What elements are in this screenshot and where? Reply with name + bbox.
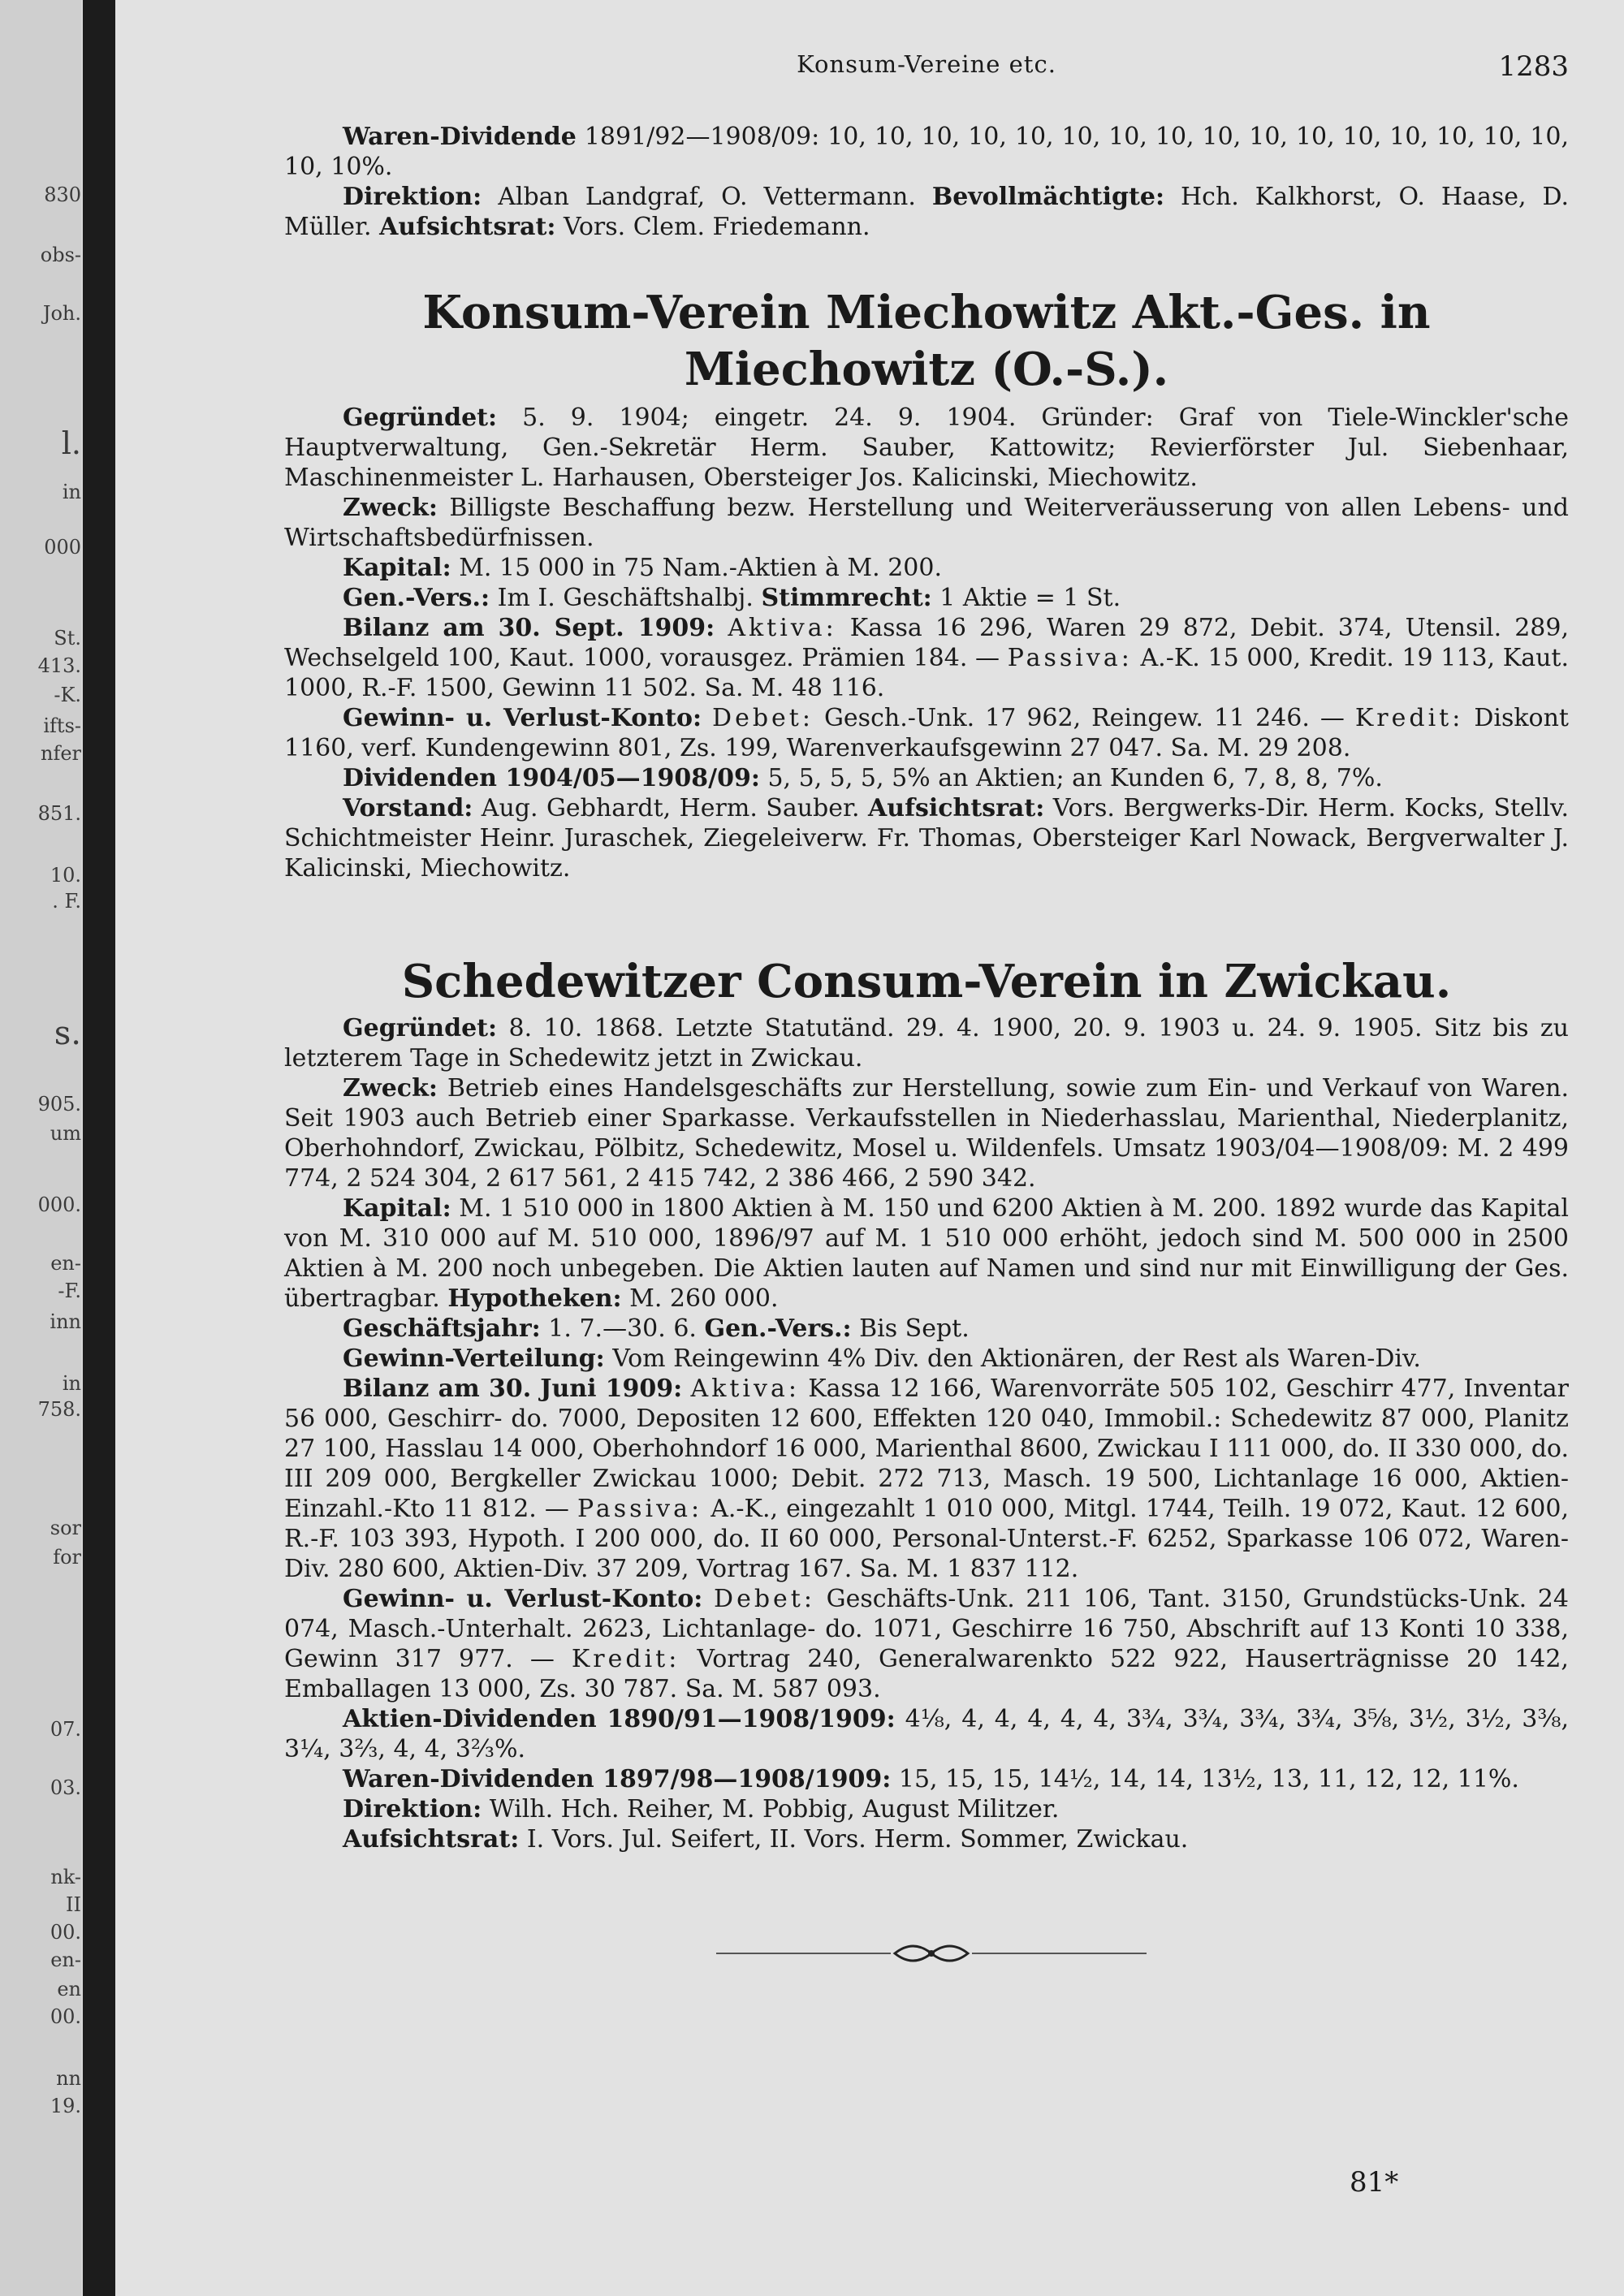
- label: Gewinn-Verteilung:: [343, 1344, 605, 1373]
- text: Kassa 12 166, Warenvorräte 505 102, Geschirr 477, Inventar 56 000, Geschirr- do. 7000, Depositen 12 600, Effekten 120 040, Immobil.: Schedewitz 87 000, Planitz 27 100, Hasslau 14 000, Oberhohndorf 16 000, Marienthal 8600, Zwickau I 111 000, do. II 330 000, do. III 209 000, Bergkeller Zwickau 1000; Debit. 272 713, Masch. 19 500, Lichtanlage 16 000, Aktien-Einzahl.-Kto 11 812. —: [284, 1375, 1569, 1523]
- label: Gen.-Vers.:: [704, 1314, 852, 1343]
- margin-fragment: en-: [50, 1252, 81, 1275]
- text: Gesch.-Unk. 17 962, Reingew. 11 246. —: [813, 704, 1345, 732]
- label: Aufsichtsrat:: [868, 794, 1045, 822]
- margin-fragment: 000: [44, 536, 81, 559]
- label: Dividenden 1904/05—1908/09:: [343, 764, 760, 792]
- label: Kredit:: [571, 1645, 680, 1673]
- geschaeftsjahr-paragraph: [284, 1314, 1569, 1344]
- margin-fragment: 830: [44, 183, 81, 206]
- margin-fragment: 03.: [50, 1776, 81, 1799]
- kapital-paragraph: [284, 553, 1569, 583]
- label: Bilanz am 30. Juni 1909:: [343, 1375, 683, 1403]
- kapital-paragraph: [284, 1193, 1569, 1314]
- text: M. 260 000.: [621, 1284, 779, 1313]
- label: Vorstand:: [343, 794, 473, 822]
- text: Billigste Beschaffung bezw. Herstellung und Weiterveräusserung von allen Lebens- und Wirtschaftsbedürfnissen.: [284, 494, 1569, 552]
- text: 15, 15, 15, 14½, 14, 14, 13½, 13, 11, 12, 12, 11%.: [891, 1765, 1519, 1793]
- vorstand-paragraph: [284, 793, 1569, 883]
- page-content: [284, 122, 1569, 1854]
- signature-mark: 81*: [1350, 2166, 1399, 2199]
- text: Kassa 16 296, Waren 29 872, Debit. 374, Utensil. 289, Wechselgeld 100, Kaut. 1000, vorausgez. Prämien 184. —: [284, 614, 1570, 672]
- label: Aufsichtsrat:: [379, 213, 556, 241]
- label: Passiva:: [1007, 644, 1133, 672]
- book-spine: [83, 0, 115, 2296]
- margin-fragment: s.: [54, 1015, 81, 1052]
- label: Debet:: [714, 1585, 815, 1613]
- text: Alban Landgraf, O. Vettermann.: [482, 183, 916, 211]
- margin-fragment: nfer: [40, 742, 81, 765]
- text: Vors. Bergwerks-Dir. Herm. Kocks, Stellv. Schichtmeister Heinr. Juraschek, Ziegeleiverw. Fr. Thomas, Obersteiger Karl Nowack, Bergverwalter J. Kalicinski, Miechowitz.: [284, 794, 1569, 883]
- label: Bevollmächtigte:: [931, 183, 1165, 211]
- label: Passiva:: [577, 1495, 703, 1523]
- bilanz-paragraph: [284, 613, 1569, 703]
- text: Wilh. Hch. Reiher, M. Pobbig, August Militzer.: [482, 1795, 1060, 1823]
- zweck-paragraph: [284, 493, 1569, 553]
- text: Vortrag 240, Generalwarenkto 522 922, Hauserträgnisse 20 142, Emballagen 13 000, Zs. 30 787. Sa. M. 587 093.: [284, 1645, 1569, 1703]
- margin-fragment: inn: [50, 1310, 81, 1333]
- margin-fragment: 000.: [37, 1193, 81, 1216]
- margin-fragment: um: [50, 1122, 81, 1145]
- text: Aug. Gebhardt, Herm. Sauber.: [473, 794, 860, 822]
- text: Hch. Kalkhorst, O. Haase, D. Müller.: [284, 183, 1569, 241]
- text: A.-K. 15 000, Kredit. 19 113, Kaut. 1000, R.-F. 1500, Gewinn 11 502. Sa. M. 48 116.: [284, 644, 1569, 702]
- text: M. 1 510 000 in 1800 Aktien à M. 150 und 6200 Aktien à M. 200. 1892 wurde das Kapital von M. 310 000 auf M. 510 000, 1896/97 auf M. 1 510 000 erhöht, jedoch sind M. 500 000 in 2500 Aktien à M. 200 noch unbegeben. Die Aktien lauten auf Namen und sind nur mit Einwilligung der Ges. übertragbar.: [284, 1194, 1569, 1313]
- dividenden-paragraph: [284, 763, 1569, 793]
- text: Im I. Geschäftshalbj.: [490, 584, 754, 612]
- margin-fragment: 758.: [37, 1398, 81, 1421]
- text: A.-K., eingezahlt 1 010 000, Mitgl. 1744, Teilh. 19 072, Kaut. 12 600, R.-F. 103 393, Hypoth. I 200 000, do. II 60 000, Personal-Unterst.-F. 6252, Sparkasse 106 072, Waren-Div. 280 600, Aktien-Div. 37 209, Vortrag 167. Sa. M. 1 837 112.: [284, 1495, 1569, 1583]
- margin-fragment: II: [66, 1893, 81, 1916]
- entry-heading-miechowitz: Konsum-Verein Miechowitz Akt.-Ges. in Miechowitz (O.-S.).: [422, 286, 1431, 396]
- margin-fragment: l.: [61, 425, 81, 461]
- entry-heading-schedewitz: Schedewitzer Consum-Verein in Zwickau.: [401, 955, 1452, 1008]
- label: Kapital:: [343, 554, 451, 582]
- margin-fragment: St.: [54, 627, 81, 650]
- label: Gewinn- u. Verlust-Konto:: [343, 1585, 703, 1613]
- waren-dividende-paragraph: [284, 122, 1569, 182]
- text: 5. 9. 1904; eingetr. 24. 9. 1904. Gründer: Graf von Tiele-Winckler'sche Hauptverwaltung, Gen.-Sekretär Herm. Sauber, Kattowitz; Revierförster Jul. Siebenhaar, Maschinenmeister L. Harhausen, Obersteiger Jos. Kalicinski, Miechowitz.: [284, 404, 1569, 492]
- margin-fragment: nn: [56, 2067, 81, 2090]
- label: Waren-Dividende: [343, 123, 577, 151]
- label: Aktiva:: [690, 1375, 800, 1403]
- text: Vom Reingewinn 4% Div. den Aktionären, der Rest als Waren-Div.: [604, 1344, 1421, 1373]
- margin-fragment: 905.: [37, 1093, 81, 1116]
- label: Hypotheken:: [447, 1284, 622, 1313]
- genvers-paragraph: [284, 583, 1569, 613]
- text: 1 Aktie = 1 St.: [931, 584, 1121, 612]
- margin-fragment: 19.: [50, 2095, 81, 2117]
- margin-fragment: -F.: [58, 1280, 81, 1302]
- text: 1. 7.—30. 6.: [540, 1314, 697, 1343]
- section-end-ornament: [716, 1937, 1147, 1970]
- text: Vors. Clem. Friedemann.: [555, 213, 870, 241]
- text: Betrieb eines Handelsgeschäfts zur Herstellung, sowie zum Ein- und Verkauf von Waren. Seit 1903 auch Betrieb einer Sparkasse. Verkaufsstellen in Niederhasslau, Marienthal, Niederplanitz, Oberhohndorf, Zwickau, Pölbitz, Schedewitz, Mosel u. Wildenfels. Umsatz 1903/04—1908/09: M. 2 499 774, 2 524 304, 2 617 561, 2 415 742, 2 386 466, 2 590 342.: [284, 1074, 1569, 1193]
- gegruendet-paragraph: [284, 1013, 1569, 1073]
- label: Direktion:: [343, 183, 482, 211]
- margin-fragment: 00.: [50, 2005, 81, 2028]
- label: Zweck:: [343, 494, 438, 522]
- label: Gegründet:: [343, 1014, 498, 1042]
- margin-fragment: 00.: [50, 1921, 81, 1944]
- ornament-center-dot: [928, 1950, 935, 1957]
- aktien-dividenden-paragraph: [284, 1704, 1569, 1764]
- left-page-margin-strip: [0, 0, 81, 2296]
- label: Zweck:: [343, 1074, 438, 1103]
- margin-fragment: 07.: [50, 1718, 81, 1741]
- text: M. 15 000 in 75 Nam.-Aktien à M. 200.: [451, 554, 943, 582]
- label: Bilanz am 30. Sept. 1909:: [343, 614, 715, 642]
- margin-fragment: in: [62, 1372, 81, 1395]
- running-head-title: Konsum-Vereine etc.: [797, 50, 1056, 78]
- margin-fragment: ifts-: [43, 714, 81, 737]
- gewinn-verlust-paragraph: [284, 703, 1569, 763]
- margin-fragment: obs-: [40, 244, 81, 266]
- label: Stimmrecht:: [761, 584, 932, 612]
- margin-fragment: Joh.: [42, 302, 81, 325]
- gewinn-verlust-paragraph: [284, 1584, 1569, 1704]
- label: Aufsichtsrat:: [343, 1825, 520, 1854]
- label: Waren-Dividenden 1897/98—1908/1909:: [343, 1765, 892, 1793]
- margin-fragment: 413.: [37, 654, 81, 677]
- label: Kredit:: [1354, 704, 1464, 732]
- margin-fragment: en: [57, 1978, 81, 2000]
- waren-dividenden-paragraph: [284, 1764, 1569, 1794]
- text: 8. 10. 1868. Letzte Statutänd. 29. 4. 1900, 20. 9. 1903 u. 24. 9. 1905. Sitz bis zu letzterem Tage in Schedewitz jetzt in Zwickau.: [284, 1014, 1569, 1072]
- text: I. Vors. Jul. Seifert, II. Vors. Herm. Sommer, Zwickau.: [519, 1825, 1189, 1854]
- direktion-paragraph: [284, 1794, 1569, 1824]
- text: 5, 5, 5, 5, 5% an Aktien; an Kunden 6, 7, 8, 8, 7%.: [759, 764, 1383, 792]
- margin-fragment: en-: [50, 1949, 81, 1971]
- margin-fragment: for: [53, 1546, 81, 1569]
- direktion-paragraph: [284, 182, 1569, 242]
- gegruendet-paragraph: [284, 403, 1569, 493]
- gewinn-verteilung-paragraph: [284, 1344, 1569, 1374]
- margin-fragment: . F.: [52, 890, 81, 913]
- running-head: [284, 50, 1569, 83]
- label: Gegründet:: [343, 404, 498, 432]
- text: 1891/92—1908/09: 10, 10, 10, 10, 10, 10, 10, 10, 10, 10, 10, 10, 10, 10, 10, 10, 10, 10%.: [284, 123, 1569, 181]
- aufsichtsrat-paragraph: [284, 1824, 1569, 1854]
- margin-fragment: -K.: [54, 684, 81, 706]
- label: Direktion:: [343, 1795, 482, 1823]
- margin-fragment: 851.: [37, 802, 81, 825]
- text: Diskont 1160, verf. Kundengewinn 801, Zs. 199, Warenverkaufsgewinn 27 047. Sa. M. 29 208.: [284, 704, 1569, 762]
- margin-fragment: sor: [50, 1517, 81, 1539]
- margin-fragment: 10.: [50, 864, 81, 887]
- page: [115, 0, 1624, 2296]
- zweck-paragraph: [284, 1073, 1569, 1193]
- text: Bis Sept.: [851, 1314, 970, 1343]
- label: Aktien-Dividenden 1890/91—1908/1909:: [343, 1705, 896, 1733]
- label: Geschäftsjahr:: [343, 1314, 541, 1343]
- label: Debet:: [712, 704, 814, 732]
- page-number: 1283: [1498, 50, 1569, 83]
- text: 4⅛, 4, 4, 4, 4, 4, 3¾, 3¾, 3¾, 3¾, 3⅝, 3½, 3½, 3⅜, 3¼, 3⅔, 4, 4, 3⅔%.: [284, 1705, 1569, 1763]
- label: Gewinn- u. Verlust-Konto:: [343, 704, 702, 732]
- margin-fragment: in: [62, 481, 81, 503]
- label: Gen.-Vers.:: [343, 584, 490, 612]
- label: Kapital:: [343, 1194, 451, 1223]
- margin-fragment: nk-: [50, 1866, 81, 1888]
- bilanz-paragraph: [284, 1374, 1569, 1584]
- label: Aktiva:: [728, 614, 837, 642]
- text: Geschäfts-Unk. 211 106, Tant. 3150, Grundstücks-Unk. 24 074, Masch.-Unterhalt. 2623, Lichtanlage- do. 1071, Geschirre 16 750, Abschrift auf 13 Konti 10 338, Gewinn 317 977. —: [284, 1585, 1569, 1673]
